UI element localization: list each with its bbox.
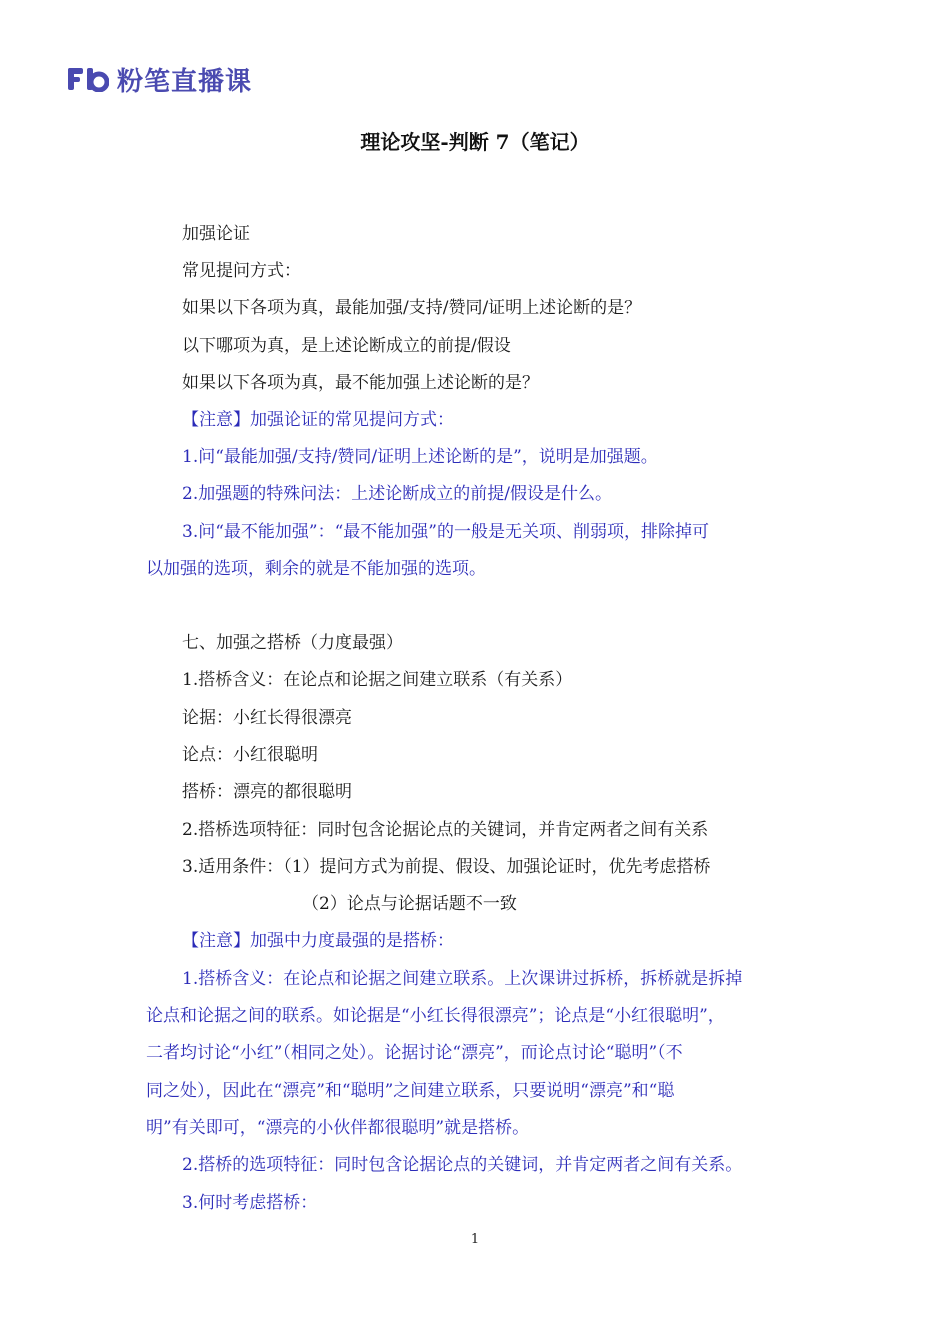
text-line: 论点：小红很聪明 <box>182 745 318 765</box>
note-line: 1.搭桥含义：在论点和论据之间建立联系。上次课讲过拆桥，拆桥就是拆掉 <box>182 969 743 989</box>
note-line: 3.问“最不能加强”：“最不能加强”的一般是无关项、削弱项，排除掉可 <box>182 522 709 542</box>
text-line: （2）论点与论据话题不一致 <box>302 894 517 914</box>
note-line: 1.问“最能加强/支持/赞同/证明上述论断的是”，说明是加强题。 <box>182 447 658 467</box>
note-heading: 【注意】加强论证的常见提问方式： <box>182 410 454 430</box>
page-number: 1 <box>470 1232 480 1247</box>
note-line: 论点和论据之间的联系。如论据是“小红长得很漂亮”；论点是“小红很聪明”， <box>146 1006 725 1026</box>
fb-logo-icon <box>67 66 109 92</box>
text-line: 如果以下各项为真，最能加强/支持/赞同/证明上述论断的是？ <box>182 298 642 318</box>
text-line: 常见提问方式： <box>182 261 301 281</box>
brand-name: 粉笔直播课 <box>117 66 253 97</box>
section-heading: 七、加强之搭桥（力度最强） <box>182 633 403 653</box>
text-line: 论据：小红长得很漂亮 <box>182 708 352 728</box>
note-line: 同之处），因此在“漂亮”和“聪明”之间建立联系，只要说明“漂亮”和“聪 <box>146 1081 675 1101</box>
text-line: 搭桥：漂亮的都很聪明 <box>182 782 352 802</box>
note-line: 明”有关即可，“漂亮的小伙伴都很聪明”就是搭桥。 <box>146 1118 530 1138</box>
text-line: 以下哪项为真，是上述论断成立的前提/假设 <box>182 336 511 356</box>
note-line: 以加强的选项，剩余的就是不能加强的选项。 <box>146 559 486 579</box>
note-line: 3.何时考虑搭桥： <box>182 1193 318 1213</box>
note-line: 二者均讨论“小红”（相同之处）。论据讨论“漂亮”，而论点讨论“聪明”（不 <box>146 1043 683 1063</box>
text-line: 2.搭桥选项特征：同时包含论据论点的关键词，并肯定两者之间有关系 <box>182 820 709 840</box>
text-line: 3.适用条件：（1）提问方式为前提、假设、加强论证时，优先考虑搭桥 <box>182 857 711 877</box>
note-line: 2.加强题的特殊问法：上述论断成立的前提/假设是什么。 <box>182 484 612 504</box>
note-heading: 【注意】加强中力度最强的是搭桥： <box>182 931 454 951</box>
section-heading: 加强论证 <box>182 224 250 244</box>
text-line: 1.搭桥含义：在论点和论据之间建立联系（有关系） <box>182 670 573 690</box>
brand-logo <box>67 62 252 96</box>
note-line: 2.搭桥的选项特征：同时包含论据论点的关键词，并肯定两者之间有关系。 <box>182 1155 743 1175</box>
page-title: 理论攻坚-判断 7（笔记） <box>360 130 590 154</box>
text-line: 如果以下各项为真，最不能加强上述论断的是？ <box>182 373 539 393</box>
